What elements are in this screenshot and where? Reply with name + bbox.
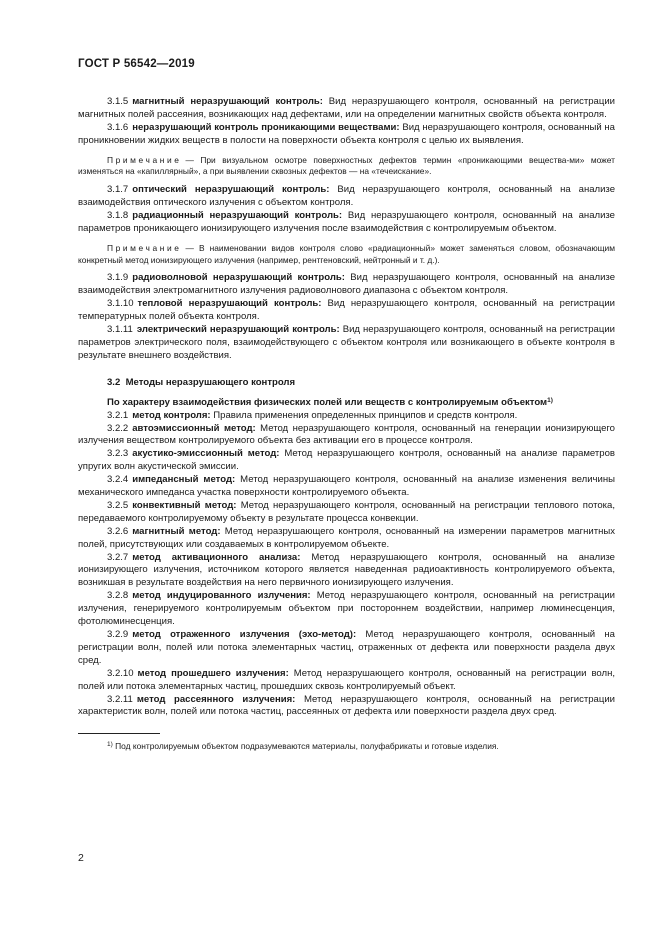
- definition-item: [78, 96, 615, 122]
- definition-text: Метод неразрушающего контроля, основанный на генерации ионизирующего излучения веществом контролируемого объекта без активации его в процессе контроля.: [78, 422, 615, 447]
- definition-number: 3.1.10: [107, 298, 134, 310]
- definition-text: Вид неразрушающего контроля, основанный на анализе взаимодействия оптического излучения с объектом контроля.: [78, 184, 616, 209]
- definition-number: 3.2.6: [107, 525, 129, 537]
- definition-text: Вид неразрушающего контроля, основанный на анализе взаимодействия электромагнитного излучения радиоволнового диапазона с объектом контроля.: [78, 272, 616, 297]
- definition-number: 3.2.2: [107, 422, 129, 434]
- definition-term: акустико-эмиссионный метод:: [132, 448, 280, 460]
- definition-text: Вид неразрушающего контроля, основанный на регистрации магнитных полей рассеяния, возникающих над дефектами, или на определении магнитных свойств объекта контроля.: [78, 96, 615, 120]
- definition-item: [78, 474, 615, 500]
- definition-item: [78, 298, 615, 324]
- definition-item: [78, 272, 615, 298]
- definitions-group-b: [78, 184, 615, 236]
- definition-item: [78, 500, 615, 526]
- definitions-group-c: [78, 272, 615, 362]
- definition-text: Метод неразрушающего контроля, основанный на регистрации волн, полей или потока элементарных частиц, прошедших сквозь контролируемый объект.: [78, 667, 616, 692]
- definition-number: 3.1.9: [107, 272, 129, 284]
- note-text: — При визуальном осмотре поверхностных дефектов термин «проникающими вещества-ми» может изменяться на «капиллярный», а при выявлении сквозных дефектов — на «течеискание».: [78, 154, 615, 177]
- definition-item: [78, 526, 615, 552]
- note-label: Примечание: [107, 154, 182, 165]
- definition-term: метод активационного анализа:: [132, 551, 301, 563]
- definition-term: метод прошедшего излучения:: [137, 667, 289, 679]
- section-title: Методы неразрушающего контроля: [125, 376, 296, 388]
- definition-text: Вид неразрушающего контроля, основанный на регистрации температурных полей объекта контроля.: [78, 298, 615, 323]
- definition-item: [78, 552, 615, 591]
- definition-number: 3.1.8: [107, 210, 129, 222]
- footnote: [78, 741, 615, 752]
- methods-list: [78, 410, 615, 720]
- definition-number: 3.2.3: [107, 448, 129, 460]
- definition-term: автоэмиссионный метод:: [132, 422, 256, 434]
- definition-text: Метод неразрушающего контроля, основанный на анализе ионизирующего излучения, источником которого является наведенная радиоактивность контролируемого объекта, возникшая в результате воздействия на него первичного ионизирующего излучения.: [78, 551, 615, 589]
- footnote-mark: 1): [107, 741, 113, 749]
- definition-number: 3.2.11: [107, 693, 133, 705]
- definition-term: неразрушающий контроль проникающими веществами:: [132, 121, 400, 133]
- standard-header: ГОСТ Р 56542—2019: [78, 58, 195, 70]
- definition-number: 3.2.7: [107, 551, 129, 563]
- definition-term: магнитный неразрушающий контроль:: [132, 96, 323, 107]
- definition-term: метод контроля:: [132, 409, 211, 421]
- definition-item: [78, 210, 615, 236]
- footnote-ref: 1): [547, 396, 553, 404]
- definition-text: Вид неразрушающего контроля, основанный на регистрации параметров электрического поля, взаимодействующего с объектом контроля или возникающего в объекте контроля в результате внешнего воздействия.: [78, 324, 615, 361]
- section-number: 3.2: [107, 376, 121, 388]
- definition-term: радиационный неразрушающий контроль:: [132, 210, 343, 222]
- definition-number: 3.2.8: [107, 590, 129, 602]
- definition-text: Метод неразрушающего контроля, основанный на регистрации теплового потока, передаваемого контролируемому объекту в результате процесса конвекции.: [78, 499, 615, 524]
- definition-term: импедансный метод:: [132, 474, 236, 486]
- definition-item: [78, 590, 615, 629]
- definition-text: Метод неразрушающего контроля, основанный на анализе изменения величины механического импеданса участка поверхности контролируемого объекта.: [78, 474, 616, 499]
- definition-number: 3.2.9: [107, 629, 129, 640]
- note-text: — В наименовании видов контроля слово «радиационный» может заменяться словом, обозначающим конкретный метод ионизирующего излучения (например, рентгеновский, нейтронный и т. д.).: [78, 242, 615, 265]
- definition-item: [78, 184, 615, 210]
- definition-term: тепловой неразрушающий контроль:: [137, 298, 322, 310]
- definition-text: Метод неразрушающего контроля, основанный на анализе параметров упругих волн акустической эмиссии.: [78, 448, 615, 473]
- definition-number: 3.2.10: [107, 667, 134, 679]
- intro-text: По характеру взаимодействия физических полей или веществ с контролируемым объектом: [107, 396, 548, 408]
- section-intro: [78, 397, 615, 410]
- definition-term: конвективный метод:: [132, 499, 237, 511]
- definition-text: Метод неразрушающего контроля, основанный на измерении параметров магнитных полей, присутствующих или создаваемых в контролируемом объекте.: [78, 525, 615, 550]
- definition-term: метод рассеянного излучения:: [136, 693, 296, 705]
- note-label: Примечание: [107, 242, 182, 253]
- definition-number: 3.2.1: [107, 409, 129, 421]
- definition-text: Вид неразрушающего контроля, основанный на анализе параметров проникающего ионизирующего излучения после взаимодействия с контролируемым объектом.: [78, 210, 615, 234]
- definition-text: Метод неразрушающего контроля, основанный на регистрации волн, полей или потока элементарных частиц, отраженных от дефекта или поверхности раздела двух сред.: [78, 629, 615, 666]
- note-1: [78, 155, 615, 179]
- definition-number: 3.1.7: [107, 184, 129, 196]
- definitions-group-a: [78, 96, 615, 148]
- definition-item: [78, 410, 615, 423]
- definition-term: магнитный метод:: [132, 525, 221, 537]
- definition-text: Метод неразрушающего контроля, основанный на регистрации излучения, генерируемого контролируемым объектом при постороннем воздействии, например люминесценция, фотолюминесценция.: [78, 590, 616, 628]
- footnote-divider: [78, 733, 160, 734]
- definition-term: радиоволновой неразрушающий контроль:: [132, 272, 345, 284]
- definition-text: Правила применения определенных принципов и средств контроля.: [213, 409, 518, 421]
- definition-item: [78, 122, 615, 148]
- definition-number: 3.1.11: [107, 324, 133, 336]
- definition-number: 3.1.5: [107, 96, 129, 107]
- footnote-text: Под контролируемым объектом подразумеваются материалы, полуфабрикаты и готовые изделия.: [115, 741, 499, 752]
- definition-number: 3.1.6: [107, 121, 129, 133]
- definition-text: Метод неразрушающего контроля, основанный на регистрации характеристик волн, полей или потока частиц, рассеянных от дефекта или поверхности раздела двух сред.: [78, 693, 615, 718]
- document-page: [78, 58, 615, 752]
- section-heading: [78, 377, 615, 390]
- definition-term: электрический неразрушающий контроль:: [136, 324, 340, 336]
- definition-item: [78, 423, 615, 449]
- definition-term: метод отраженного излучения (эхо-метод):: [132, 629, 357, 640]
- page-number: 2: [78, 852, 84, 864]
- definition-term: метод индуцированного излучения:: [132, 590, 311, 602]
- definition-term: оптический неразрушающий контроль:: [132, 184, 330, 196]
- definition-number: 3.2.5: [107, 499, 129, 511]
- definition-item: [78, 324, 615, 363]
- note-2: [78, 243, 615, 267]
- definition-item: [78, 629, 615, 668]
- definition-item: [78, 694, 615, 720]
- definition-item: [78, 668, 615, 694]
- definition-text: Вид неразрушающего контроля, основанный на проникновении жидких веществ в полости на поверхности объекта контроля с целью их выявления.: [78, 121, 615, 146]
- definition-number: 3.2.4: [107, 474, 129, 486]
- definition-item: [78, 448, 615, 474]
